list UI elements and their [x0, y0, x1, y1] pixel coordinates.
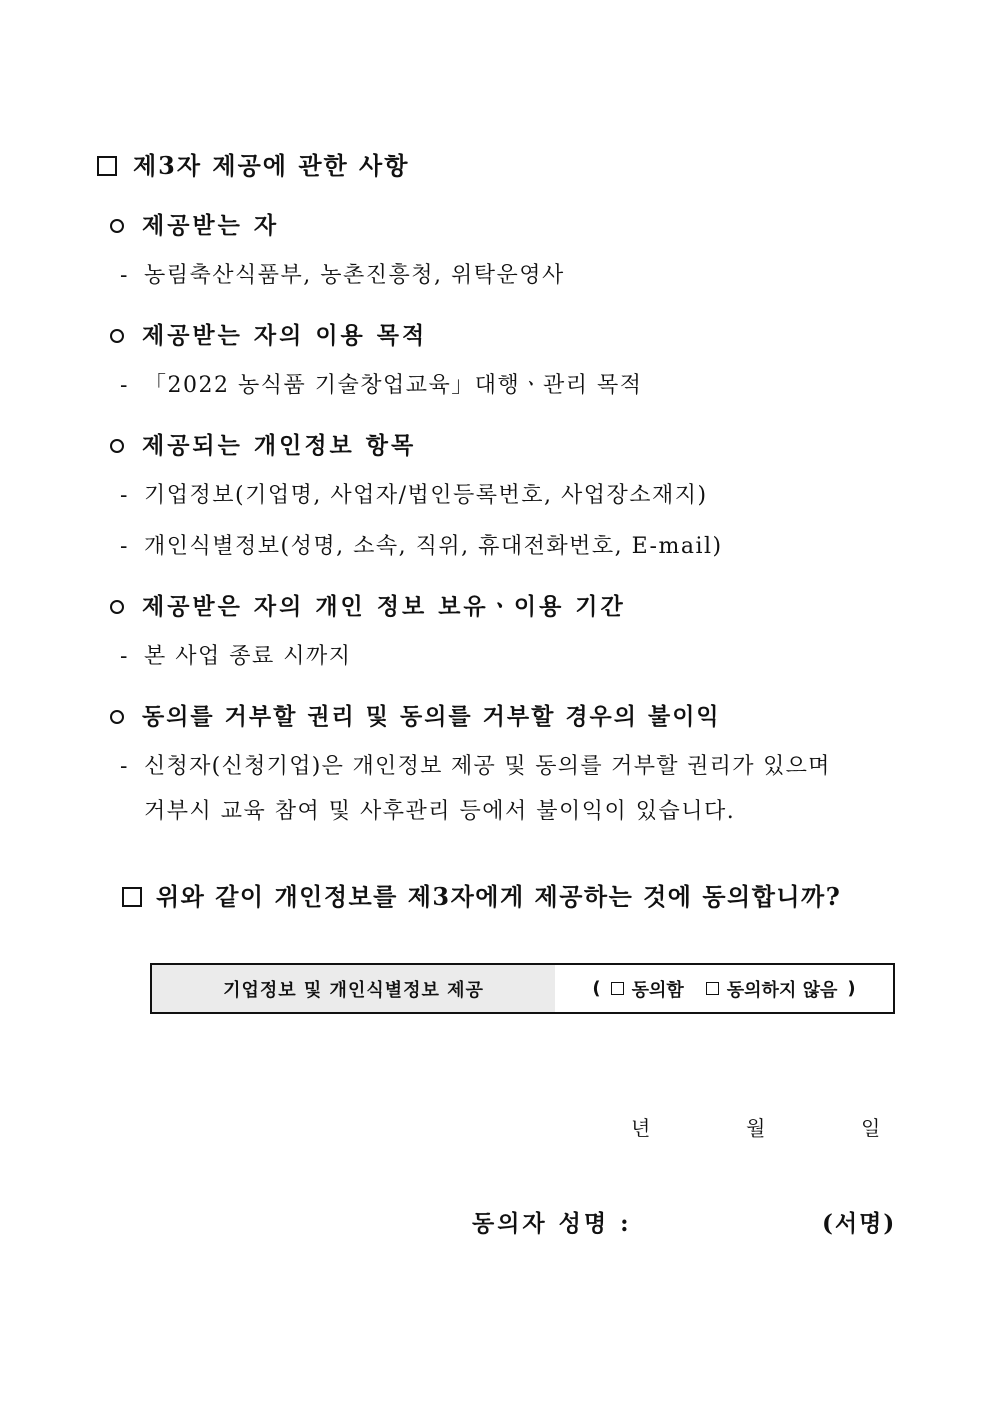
- dash-bullet: -: [120, 644, 129, 669]
- dash-bullet: -: [120, 754, 129, 779]
- disagree-option[interactable]: [706, 976, 838, 1002]
- section-title: 제3자 제공에 관한 사항: [133, 151, 410, 180]
- consent-options: [555, 965, 893, 1012]
- item-heading-recipient: 제공받는 자: [110, 207, 279, 240]
- item-heading-refusal-right: 동의를 거부할 권리 및 동의를 거부할 경우의 불이익: [110, 698, 721, 731]
- circle-bullet-icon: [110, 710, 124, 724]
- disagree-label: 동의하지 않음: [726, 979, 838, 1001]
- item-heading-retention: 제공받은 자의 개인 정보 보유ㆍ이용 기간: [110, 588, 626, 621]
- item-line: - 본 사업 종료 시까지: [120, 644, 352, 669]
- consent-question: 위와 같이 개인정보를 제3자에게 제공하는 것에 동의합니까?: [122, 877, 841, 912]
- item-line: - 농림축산식품부, 농촌진흥청, 위탁운영사: [120, 263, 565, 288]
- dash-bullet: -: [120, 483, 129, 508]
- open-paren: (: [592, 978, 601, 999]
- agree-option[interactable]: [611, 976, 684, 1002]
- close-paren: ): [847, 978, 856, 999]
- consent-table: [150, 963, 895, 1014]
- dash-bullet: -: [120, 263, 129, 288]
- signature-mark: (서명): [822, 1210, 897, 1237]
- item-line-continued: 거부시 교육 참여 및 사후관리 등에서 불이익이 있습니다.: [144, 799, 736, 824]
- item-line: - 「2022 농식품 기술창업교육」대행ㆍ관리 목적: [120, 373, 643, 398]
- item-line: - 개인식별정보(성명, 소속, 직위, 휴대전화번호, E-mail): [120, 534, 723, 559]
- disagree-checkbox[interactable]: [706, 982, 719, 995]
- agree-label: 동의함: [631, 979, 684, 1001]
- checkbox-square-icon: [97, 156, 117, 176]
- item-line: - 신청자(신청기업)은 개인정보 제공 및 동의를 거부할 권리가 있으며: [120, 754, 831, 779]
- dash-bullet: -: [120, 373, 129, 398]
- circle-bullet-icon: [110, 439, 124, 453]
- circle-bullet-icon: [110, 600, 124, 614]
- item-heading-purpose: 제공받는 자의 이용 목적: [110, 317, 427, 350]
- date-year-label: 년: [631, 1116, 651, 1140]
- checkbox-square-icon: [122, 887, 142, 907]
- agree-checkbox[interactable]: [611, 982, 624, 995]
- circle-bullet-icon: [110, 219, 124, 233]
- date-day-label: 일: [861, 1116, 881, 1140]
- item-heading-provided-info: 제공되는 개인정보 항목: [110, 427, 416, 460]
- item-line: - 기업정보(기업명, 사업자/법인등록번호, 사업장소재지): [120, 483, 708, 508]
- date-month-label: 월: [746, 1116, 766, 1140]
- consent-label: 기업정보 및 개인식별정보 제공: [152, 965, 555, 1012]
- section-header: [97, 146, 409, 181]
- circle-bullet-icon: [110, 329, 124, 343]
- dash-bullet: -: [120, 534, 129, 559]
- signer-name-label: 동의자 성명 :: [472, 1210, 632, 1237]
